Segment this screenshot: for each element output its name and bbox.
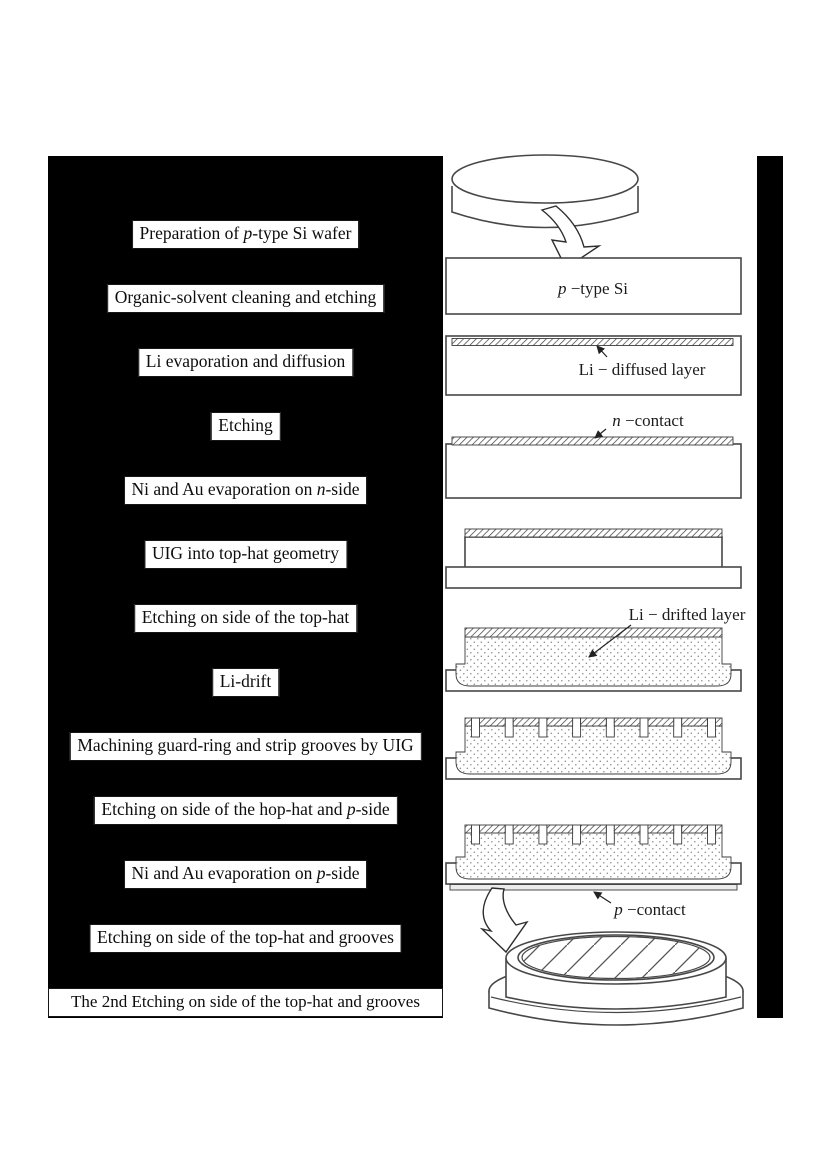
- down-arrow-icon: [482, 888, 527, 952]
- n-contact-segment: [682, 718, 708, 726]
- n-contact-segment: [513, 718, 539, 726]
- n-contact-segment: [513, 825, 539, 833]
- diagram-p-type-si: [446, 258, 741, 314]
- p-contact-label: p −contact: [614, 900, 686, 919]
- groove-slot: [573, 825, 581, 844]
- groove-slot: [472, 718, 480, 737]
- groove-slot: [640, 718, 648, 737]
- contact-end-tab: [716, 718, 723, 726]
- n-contact-layer: [465, 628, 722, 637]
- li-drifted-region: [456, 637, 731, 686]
- li-drifted-region: [456, 726, 731, 774]
- groove-slot: [606, 825, 614, 844]
- flow-step: Etching on side of the top-hat: [134, 604, 358, 633]
- n-contact-segment: [480, 718, 506, 726]
- li-drifted-label: Li − drifted layer: [628, 605, 746, 624]
- diagram-li-drifted: [446, 605, 746, 691]
- groove-slot: [505, 825, 513, 844]
- diagram-grooved-hat: [446, 718, 741, 779]
- n-contact-segment: [547, 825, 573, 833]
- diagram-wafer-disk: [452, 155, 638, 268]
- groove-slot: [573, 718, 581, 737]
- n-contact-label: n −contact: [612, 411, 684, 430]
- diagram-li-diffused: [446, 336, 741, 395]
- n-contact-segment: [614, 718, 640, 726]
- diagram-detector-3d: [489, 932, 743, 1025]
- n-contact-segment: [547, 718, 573, 726]
- groove-slot: [539, 718, 547, 737]
- n-contact-segment: [648, 825, 674, 833]
- li-drifted-region: [456, 833, 731, 879]
- n-contact-layer: [452, 437, 733, 445]
- groove-slot: [539, 825, 547, 844]
- flow-step: Preparation of p-type Si wafer: [132, 220, 360, 249]
- groove-slot: [472, 825, 480, 844]
- groove-slot: [674, 718, 682, 737]
- n-contact-segment: [581, 825, 607, 833]
- flow-step: Etching: [210, 412, 280, 441]
- groove-slot: [640, 825, 648, 844]
- n-contact-layer: [465, 529, 722, 537]
- n-contact-segment: [480, 825, 506, 833]
- flow-step: Ni and Au evaporation on p-side: [124, 860, 368, 889]
- groove-slot: [606, 718, 614, 737]
- n-contact-segment: [614, 825, 640, 833]
- li-diffused-label: Li − diffused layer: [578, 360, 706, 379]
- n-contact-segment: [682, 825, 708, 833]
- n-contact-segment: [581, 718, 607, 726]
- flow-step: Li evaporation and diffusion: [138, 348, 353, 377]
- groove-slot: [505, 718, 513, 737]
- flow-step: Etching on side of the top-hat and grooves: [89, 924, 402, 953]
- flow-step: Machining guard-ring and strip grooves by UIG: [69, 732, 421, 761]
- diagram-n-contact: [446, 411, 741, 498]
- detector-top-face: [522, 937, 710, 979]
- label-arrow-icon: [594, 892, 611, 903]
- flow-step: UIG into top-hat geometry: [144, 540, 347, 569]
- wafer-disk-top: [452, 155, 638, 203]
- li-diffused-layer: [452, 339, 733, 346]
- contact-end-tab: [465, 718, 472, 726]
- flow-step: The 2nd Etching on side of the top-hat and grooves: [48, 988, 443, 1017]
- flow-step: Ni and Au evaporation on n-side: [124, 476, 368, 505]
- groove-slot: [708, 825, 716, 844]
- groove-slot: [674, 825, 682, 844]
- n-contact-segment: [648, 718, 674, 726]
- wafer-cross-section: [446, 444, 741, 498]
- hat-body: [465, 537, 722, 568]
- contact-end-tab: [465, 825, 472, 833]
- groove-slot: [708, 718, 716, 737]
- p-type-si-label: p −type Si: [557, 279, 629, 298]
- flow-step: Etching on side of the hop-hat and p-side: [93, 796, 397, 825]
- flow-step: Organic-solvent cleaning and etching: [107, 284, 385, 313]
- flow-step: Li-drift: [212, 668, 280, 697]
- hat-brim: [446, 567, 741, 588]
- diagram-top-hat: [446, 529, 741, 588]
- contact-end-tab: [716, 825, 723, 833]
